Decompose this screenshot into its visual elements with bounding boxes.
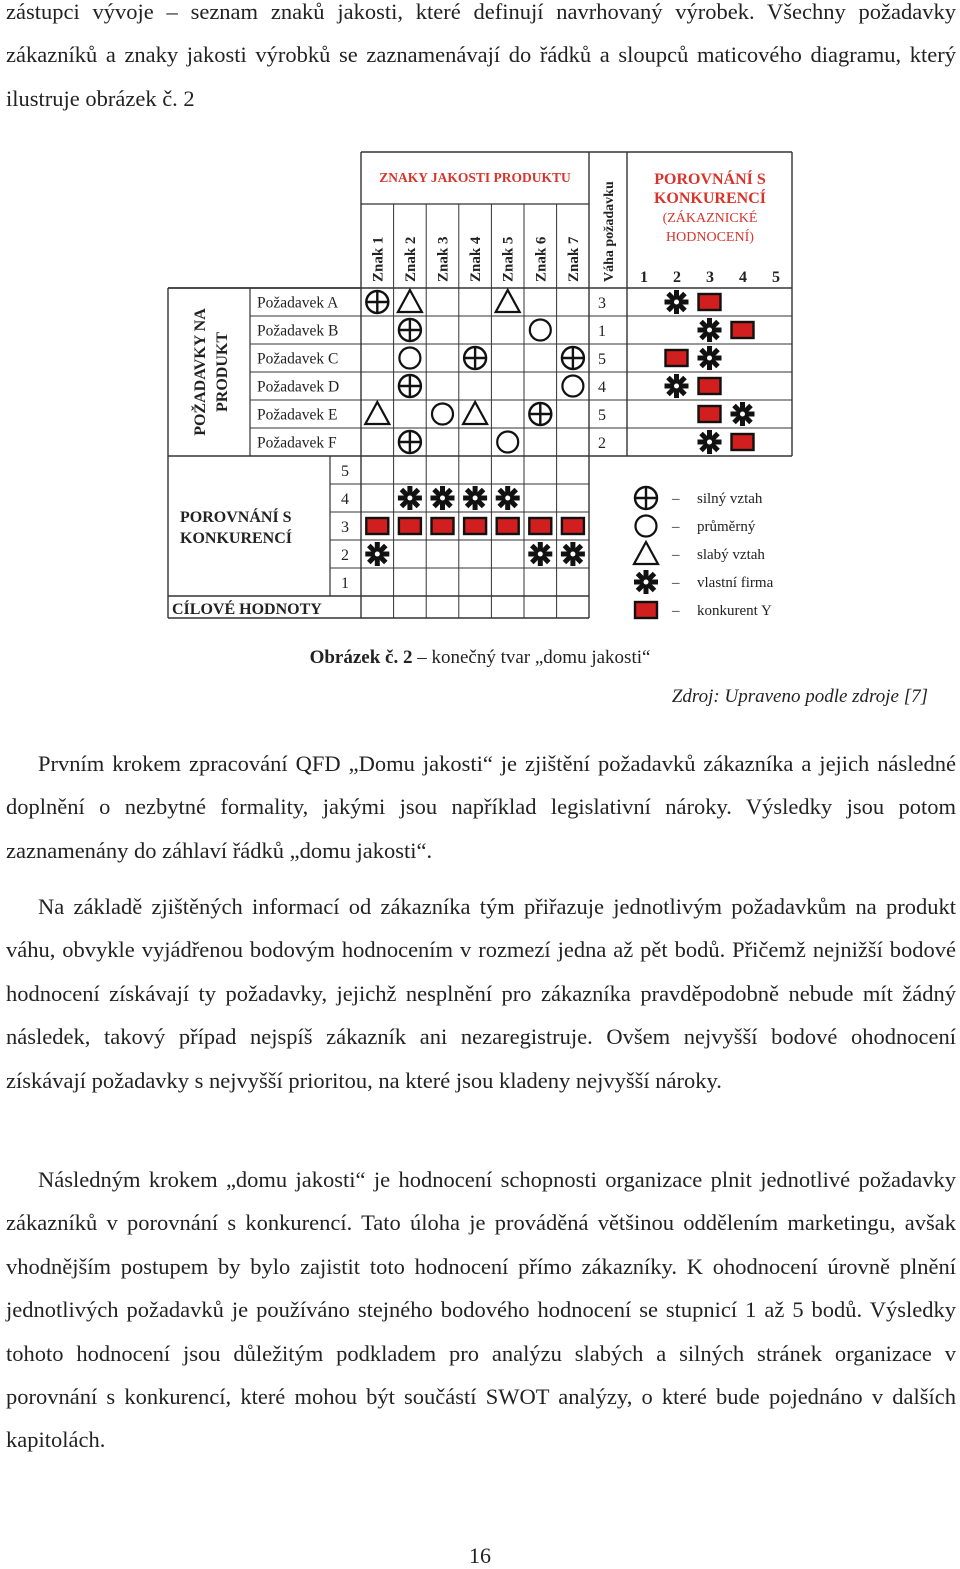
gear-tooth [683, 384, 689, 389]
competitor-icon [464, 518, 486, 534]
gear-tooth [698, 356, 704, 361]
matrix-medium-symbol [530, 320, 551, 341]
caption-label: Obrázek č. 2 [309, 647, 413, 668]
requirement-label: Požadavek F [257, 434, 337, 452]
figure-source: Zdroj: Upraveno podle zdroje [7] [671, 686, 928, 707]
competitor-icon [529, 518, 551, 534]
rating-competitor-symbol [732, 322, 754, 338]
column-label: Znak 1 [370, 236, 387, 282]
bottom-competitor-symbol [399, 518, 421, 534]
matrix-weak-symbol [398, 290, 422, 312]
gear-tooth [365, 552, 371, 557]
paragraph-2: Na základě zjištěných informací od zákazníka tým přiřazuje jednotlivým požadavkům na produkt váhu, obvykle vyjádřenou bodovým hodnocením v rozmezí jedna až pět bodů. Přičemž nejnižší bodové hodnocení získávají ty požadavky, jejichž nesplnění pro zákazníka pravděpodobně nebude mít žádný následek, takový případ nejspíš zákazník ani nezaregistruje. Ovšem nejvyšší bodové ohodnocení získávají požadavky s nejvyšší prioritou, na které jsou kladeny nejvyšší nároky. [6, 894, 956, 1093]
requirement-weight: 2 [598, 435, 606, 452]
gear-tooth [505, 486, 510, 492]
gear-tooth [579, 552, 585, 557]
gear-hole [473, 496, 478, 501]
rating-competitor-symbol [666, 350, 688, 366]
requirement-weight: 5 [598, 407, 606, 424]
rating-scale-label: 3 [706, 269, 714, 286]
matrix-weak-symbol [496, 290, 520, 312]
gear-hole [440, 496, 445, 501]
matrix-strong-symbol [399, 431, 421, 453]
page-number: 16 [469, 1543, 491, 1568]
gear-tooth [644, 570, 649, 576]
gear-tooth [644, 588, 649, 594]
weak-relationship-icon [365, 402, 389, 424]
side-label-line: POŽADAVKY NA [192, 308, 209, 436]
requirement-label: Požadavek D [257, 378, 340, 396]
legend-dash: – [672, 491, 680, 507]
matrix-strong-symbol [399, 375, 421, 397]
bottom-own-symbol [561, 542, 585, 566]
bottom-competitor-symbol [562, 518, 584, 534]
gear-tooth [740, 402, 745, 408]
bottom-competitor-symbol [432, 518, 454, 534]
column-label: Znak 3 [435, 236, 452, 282]
rating-own-symbol [731, 402, 755, 426]
legend-dash: – [672, 575, 680, 591]
gear-tooth [716, 440, 722, 445]
requirement-label: Požadavek B [257, 322, 339, 340]
bottom-competitor-symbol [497, 518, 519, 534]
side-label-line: PRODUKT [214, 332, 231, 412]
rating-scale-label: 2 [673, 269, 681, 286]
legend-dash: – [672, 603, 680, 619]
gear-tooth [707, 346, 712, 352]
gear-tooth [716, 356, 722, 361]
rating-competitor-symbol [732, 434, 754, 450]
rating-scale-label: 4 [739, 269, 747, 286]
competitor-icon [366, 518, 388, 534]
gear-tooth [674, 308, 679, 314]
legend-text: vlastní firma [697, 575, 774, 591]
gear-tooth [440, 504, 445, 510]
gear-tooth [440, 486, 445, 492]
gear-tooth [505, 504, 510, 510]
weak-relationship-icon [463, 402, 487, 424]
gear-tooth [674, 290, 679, 296]
rating-competitor-symbol [699, 406, 721, 422]
rating-own-symbol [698, 430, 722, 454]
gear-tooth [431, 496, 437, 501]
matrix-medium-symbol [562, 376, 583, 397]
figure-caption [0, 647, 960, 669]
bottom-scale-label: 4 [341, 491, 349, 508]
gear-tooth [707, 430, 712, 436]
matrix-weak-symbol [463, 402, 487, 424]
gear-tooth [473, 486, 478, 492]
gear-tooth [707, 336, 712, 342]
competitor-icon [399, 518, 421, 534]
gear-tooth [407, 486, 412, 492]
gear-hole [707, 328, 712, 333]
target-values-label: CÍLOVÉ HODNOTY [172, 601, 322, 618]
requirement-weight: 4 [598, 379, 606, 396]
legend-dash: – [672, 547, 680, 563]
gear-tooth [383, 552, 389, 557]
competitor-icon [635, 602, 657, 618]
column-label: Znak 5 [500, 236, 517, 282]
gear-tooth [698, 328, 704, 333]
bottom-own-symbol [365, 542, 389, 566]
competitor-icon [699, 294, 721, 310]
requirement-weight: 3 [598, 295, 606, 312]
competitor-icon [732, 434, 754, 450]
requirement-label: Požadavek C [257, 350, 339, 368]
header-competition-line: POROVNÁNÍ S [654, 171, 766, 188]
matrix-weak-symbol [365, 402, 389, 424]
legend-text: silný vztah [697, 491, 763, 507]
gear-tooth [463, 496, 469, 501]
column-label: Znak 6 [533, 236, 550, 282]
gear-tooth [652, 580, 658, 585]
bottom-own-symbol [496, 486, 520, 510]
gear-hole [707, 356, 712, 361]
gear-tooth [740, 420, 745, 426]
matrix-strong-symbol [399, 319, 421, 341]
medium-relationship-icon [399, 348, 420, 369]
competitor-icon [666, 350, 688, 366]
gear-tooth [416, 496, 422, 501]
gear-tooth [375, 542, 380, 548]
gear-tooth [546, 552, 552, 557]
legend-own-symbol [634, 570, 658, 594]
rating-own-symbol [698, 346, 722, 370]
rating-own-symbol [665, 374, 689, 398]
gear-hole [674, 300, 679, 305]
competitor-icon [497, 518, 519, 534]
gear-tooth [538, 542, 543, 548]
gear-tooth [665, 384, 671, 389]
medium-relationship-icon [432, 404, 453, 425]
matrix-strong-symbol [562, 347, 584, 369]
legend-weak-symbol [634, 542, 658, 564]
column-label: Znak 4 [468, 236, 485, 282]
bottom-scale-label: 2 [341, 547, 349, 564]
bottom-scale-label: 5 [341, 463, 349, 480]
rating-own-symbol [665, 290, 689, 314]
bottom-competitor-symbol [529, 518, 551, 534]
medium-relationship-icon [497, 432, 518, 453]
bottom-own-symbol [528, 542, 552, 566]
competitor-icon [732, 322, 754, 338]
requirement-weight: 1 [598, 323, 606, 340]
column-label: Znak 2 [402, 236, 419, 282]
gear-tooth [514, 496, 520, 501]
gear-tooth [398, 496, 404, 501]
legend-text: průměrný [697, 519, 756, 535]
legend-dash: – [672, 519, 680, 535]
bottom-scale-label: 1 [341, 575, 349, 592]
bottom-scale-label: 3 [341, 519, 349, 536]
matrix-medium-symbol [497, 432, 518, 453]
competitor-icon [699, 406, 721, 422]
weight-header: Váha požadavku [602, 181, 617, 282]
requirement-label: Požadavek E [257, 406, 338, 424]
gear-tooth [407, 504, 412, 510]
legend-text: slabý vztah [697, 547, 765, 563]
gear-tooth [749, 412, 755, 417]
medium-relationship-icon [562, 376, 583, 397]
matrix-medium-symbol [399, 348, 420, 369]
gear-tooth [449, 496, 455, 501]
bottom-own-symbol [463, 486, 487, 510]
gear-tooth [716, 328, 722, 333]
legend-text: konkurent Y [697, 603, 772, 619]
gear-tooth [707, 364, 712, 370]
gear-tooth [538, 560, 543, 566]
bottom-own-symbol [431, 486, 455, 510]
rating-competitor-symbol [699, 294, 721, 310]
gear-tooth [665, 300, 671, 305]
legend-comp-symbol [635, 602, 657, 618]
bottom-competitor-symbol [366, 518, 388, 534]
legend-strong-symbol [635, 487, 657, 509]
gear-tooth [481, 496, 487, 501]
house-of-quality-diagram [160, 148, 800, 623]
header-competition-line: (ZÁKAZNICKÉ [662, 211, 758, 226]
gear-tooth [674, 374, 679, 380]
gear-hole [644, 580, 649, 585]
gear-tooth [570, 542, 575, 548]
bottom-competition-label: KONKURENCÍ [180, 530, 293, 547]
gear-hole [538, 552, 543, 557]
gear-tooth [674, 392, 679, 398]
gear-hole [674, 384, 679, 389]
caption-text: – konečný tvar „domu jakosti“ [412, 647, 651, 668]
bottom-competition-label: POROVNÁNÍ S [180, 509, 292, 526]
gear-hole [505, 496, 510, 501]
gear-tooth [570, 560, 575, 566]
requirement-weight: 5 [598, 351, 606, 368]
bottom-own-symbol [398, 486, 422, 510]
gear-tooth [698, 440, 704, 445]
legend-medium-symbol [636, 516, 657, 537]
column-label: Znak 7 [565, 236, 582, 282]
bottom-competitor-symbol [464, 518, 486, 534]
header-competition-line: HODNOCENÍ) [666, 230, 754, 245]
paragraph-3: Následným krokem „domu jakosti“ je hodnocení schopnosti organizace plnit jednotlivé požadavky zákazníků v porovnání s konkurencí. Tato úloha je prováděná většinou oddělením marketingu, avšak vhodnějším postupem by bylo zajistit toto hodnocení přímo zákazníky. K ohodnocení úrovně plnění jednotlivých požadavků je používáno stejného bodového hodnocení se stupnicí 1 až 5 bodů. Výsledky tohoto hodnocení jsou důležitým podkladem pro analýzu slabých a silných stránek organizace v porovnání s konkurencí, které mohou být součástí SWOT analýzy, o které bude pojednáno v dalších kapitolách. [6, 1167, 956, 1453]
gear-hole [570, 552, 575, 557]
intro-paragraph: zástupci vývoje – seznam znaků jakosti, které definují navrhovaný výrobek. Všechny požadavky zákazníků a znaky jakosti výrobků se zaznamenávají do řádků a sloupců maticového diagramu, který ilustruje obrázek č. 2 [6, 0, 956, 111]
paragraph-1: Prvním krokem zpracování QFD „Domu jakosti“ je zjištění požadavků zákazníka a jejich následné doplnění o nezbytné formality, jakými jsou například legislativní nároky. Výsledky jsou potom zaznamenány do záhlaví řádků „domu jakosti“. [6, 751, 956, 863]
gear-tooth [375, 560, 380, 566]
gear-hole [740, 412, 745, 417]
medium-relationship-icon [636, 516, 657, 537]
gear-hole [407, 496, 412, 501]
rating-scale-label: 1 [640, 269, 648, 286]
weak-relationship-icon [634, 542, 658, 564]
matrix-strong-symbol [464, 347, 486, 369]
gear-tooth [707, 448, 712, 454]
gear-tooth [496, 496, 502, 501]
header-competition-line: KONKURENCÍ [653, 190, 767, 207]
matrix-strong-symbol [529, 403, 551, 425]
gear-tooth [707, 318, 712, 324]
weak-relationship-icon [496, 290, 520, 312]
gear-hole [375, 552, 380, 557]
gear-tooth [528, 552, 534, 557]
medium-relationship-icon [530, 320, 551, 341]
gear-tooth [731, 412, 737, 417]
gear-tooth [634, 580, 640, 585]
gear-tooth [473, 504, 478, 510]
rating-own-symbol [698, 318, 722, 342]
matrix-medium-symbol [432, 404, 453, 425]
competitor-icon [699, 378, 721, 394]
rating-competitor-symbol [699, 378, 721, 394]
requirement-label: Požadavek A [257, 294, 339, 312]
rating-scale-label: 5 [772, 269, 780, 286]
weak-relationship-icon [398, 290, 422, 312]
matrix-strong-symbol [366, 291, 388, 313]
gear-tooth [683, 300, 689, 305]
competitor-icon [432, 518, 454, 534]
gear-tooth [561, 552, 567, 557]
competitor-icon [562, 518, 584, 534]
gear-hole [707, 440, 712, 445]
header-quality-characteristics: ZNAKY JAKOSTI PRODUKTU [379, 170, 571, 185]
